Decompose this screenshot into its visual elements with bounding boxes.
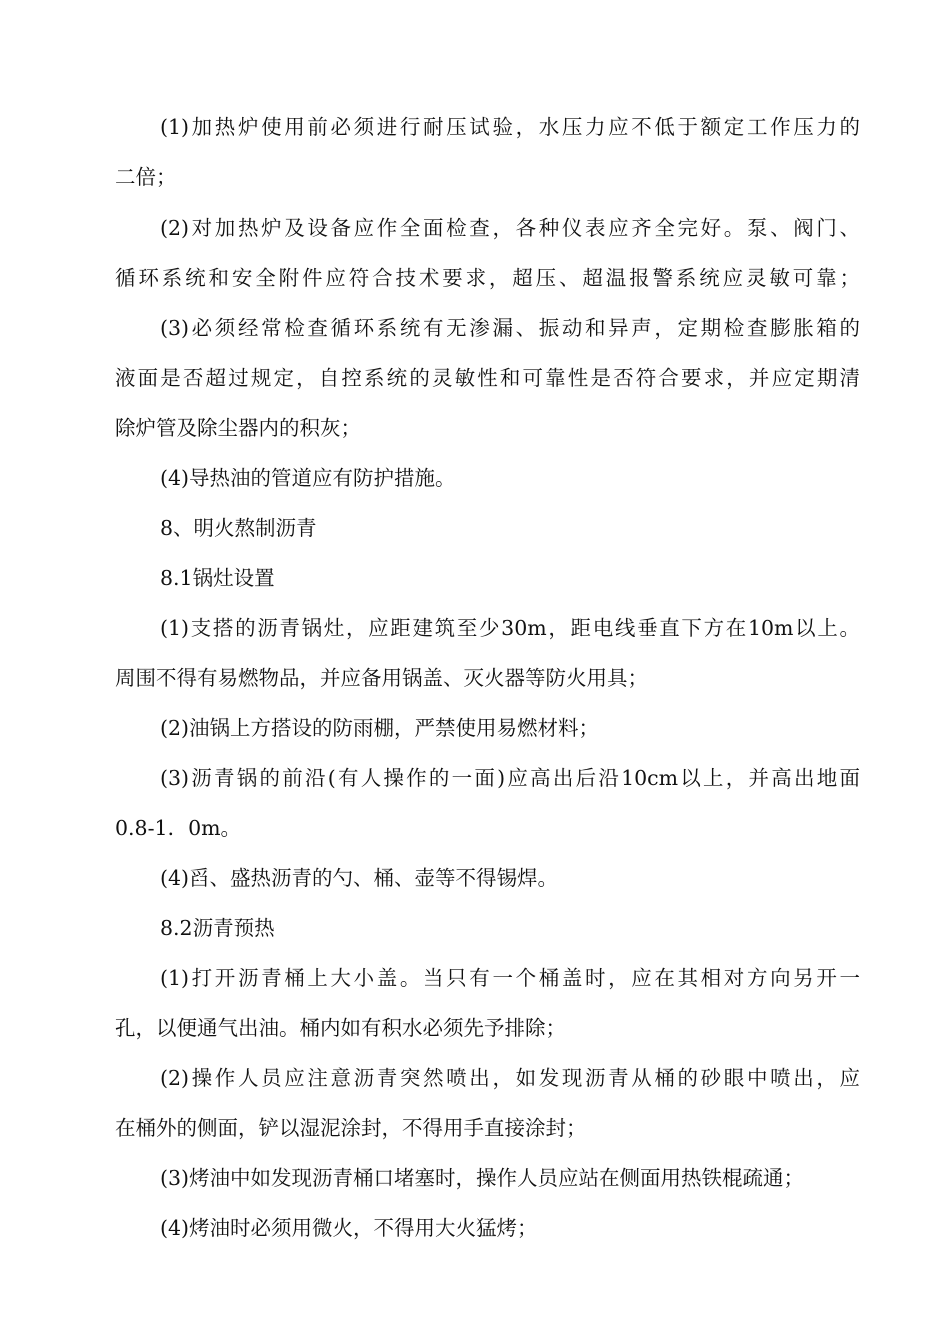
section-heading: 8、明火熬制沥青: [160, 516, 317, 540]
paragraph-line: 0.8-1．0m。: [115, 816, 242, 840]
paragraph-line: (2)油锅上方搭设的防雨棚，严禁使用易燃材料；: [160, 716, 600, 740]
paragraph-line: (4)导热油的管道应有防护措施。: [160, 466, 456, 490]
paragraph-line: (1)支搭的沥青锅灶，应距建筑至少30m，距电线垂直下方在10m以上。: [160, 616, 860, 640]
paragraph-line: (3)烤油中如发现沥青桶口堵塞时，操作人员应站在侧面用热铁棍疏通；: [160, 1166, 805, 1190]
paragraph-line: (3)必须经常检查循环系统有无渗漏、振动和异声，定期检查膨胀箱的: [160, 316, 860, 340]
paragraph-line: (4)烤油时必须用微火，不得用大火猛烤；: [160, 1216, 538, 1240]
paragraph-line: (4)舀、盛热沥青的勺、桶、壶等不得锡焊。: [160, 866, 559, 890]
paragraph-line: 在桶外的侧面，铲以湿泥涂封，不得用手直接涂封；: [115, 1116, 587, 1140]
paragraph-line: 二倍；: [115, 165, 177, 189]
paragraph-line: 循环系统和安全附件应符合技术要求，超压、超温报警系统应灵敏可靠；: [115, 266, 860, 290]
paragraph-line: 除炉管及除尘器内的积灰；: [115, 416, 361, 440]
paragraph-line: (1)加热炉使用前必须进行耐压试验，水压力应不低于额定工作压力的: [160, 115, 860, 139]
subsection-heading: 8.2沥青预热: [160, 916, 275, 940]
paragraph-line: (2)操作人员应注意沥青突然喷出，如发现沥青从桶的砂眼中喷出，应: [160, 1066, 860, 1090]
paragraph-line: 周围不得有易燃物品，并应备用锅盖、灭火器等防火用具；: [115, 666, 648, 690]
paragraph-line: (2)对加热炉及设备应作全面检查，各种仪表应齐全完好。泵、阀门、: [160, 216, 860, 240]
paragraph-line: (1)打开沥青桶上大小盖。当只有一个桶盖时，应在其相对方向另开一: [160, 966, 860, 990]
paragraph-line: 孔，以便通气出油。桶内如有积水必须先予排除；: [115, 1016, 566, 1040]
paragraph-line: (3)沥青锅的前沿(有人操作的一面)应高出后沿10cm以上，并高出地面: [160, 766, 860, 790]
subsection-heading: 8.1锅灶设置: [160, 566, 275, 590]
paragraph-line: 液面是否超过规定，自控系统的灵敏性和可靠性是否符合要求，并应定期清: [115, 366, 860, 390]
